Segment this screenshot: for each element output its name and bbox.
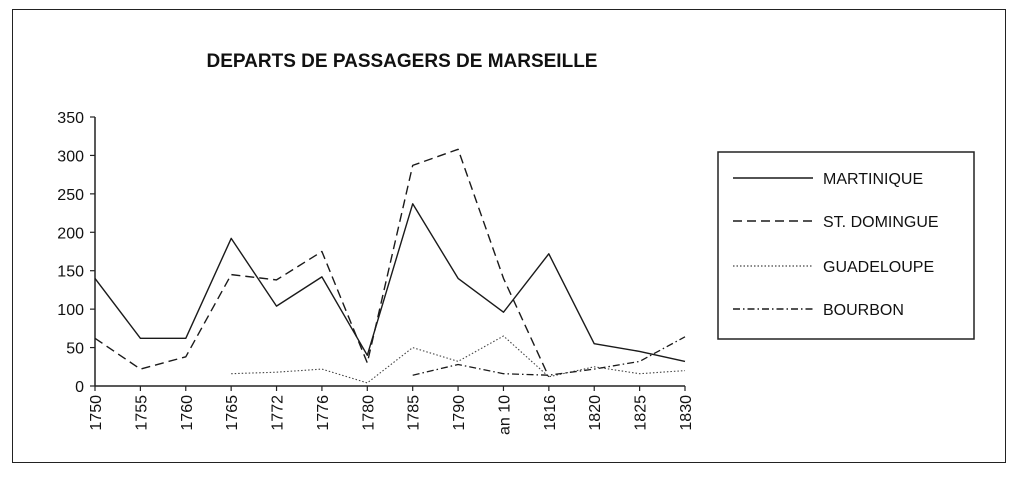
y-tick-label: 350 <box>57 110 84 127</box>
x-tick-label: 1765 <box>224 395 242 431</box>
x-tick-label: 1755 <box>133 395 151 431</box>
x-tick-label: 1780 <box>360 395 378 431</box>
y-tick-label: 0 <box>75 379 84 396</box>
x-tick-label: 1816 <box>541 395 559 431</box>
x-tick-label: 1776 <box>314 395 332 431</box>
series-lines <box>95 149 685 383</box>
x-tick-label: 1750 <box>88 395 105 431</box>
y-tick-label: 100 <box>57 302 84 320</box>
x-tick-label: 1830 <box>678 395 695 431</box>
y-tick-label: 200 <box>57 225 84 243</box>
x-tick-label: 1772 <box>269 395 287 431</box>
legend-label-bourbon: BOURBON <box>823 302 904 319</box>
series-line-bourbon <box>413 337 685 375</box>
x-tick-label: 1825 <box>632 395 650 431</box>
y-tick-label: 150 <box>57 263 84 281</box>
y-tick-label: 50 <box>66 340 84 358</box>
y-tick-label: 250 <box>57 186 84 204</box>
legend-label-guadeloupe: GUADELOUPE <box>823 259 935 276</box>
legend-label-martinique: MARTINIQUE <box>823 171 924 188</box>
series-line-martinique <box>95 204 685 362</box>
chart-title: DEPARTS DE PASSAGERS DE MARSEILLE <box>206 51 598 72</box>
x-tick-label: 1785 <box>405 395 423 431</box>
x-tick-label: 1790 <box>451 395 469 431</box>
series-line-st-domingue <box>95 149 549 376</box>
series-line-guadeloupe <box>231 336 685 383</box>
legend <box>718 152 974 339</box>
x-tick-label: an 10 <box>496 395 514 436</box>
x-tick-label: 1820 <box>587 395 605 431</box>
x-axis-ticks <box>88 386 695 435</box>
y-axis-ticks <box>57 110 95 396</box>
x-tick-label: 1760 <box>178 395 196 431</box>
axes <box>95 117 685 386</box>
legend-label-st-domingue: ST. DOMINGUE <box>823 214 939 231</box>
y-tick-label: 300 <box>57 148 84 166</box>
